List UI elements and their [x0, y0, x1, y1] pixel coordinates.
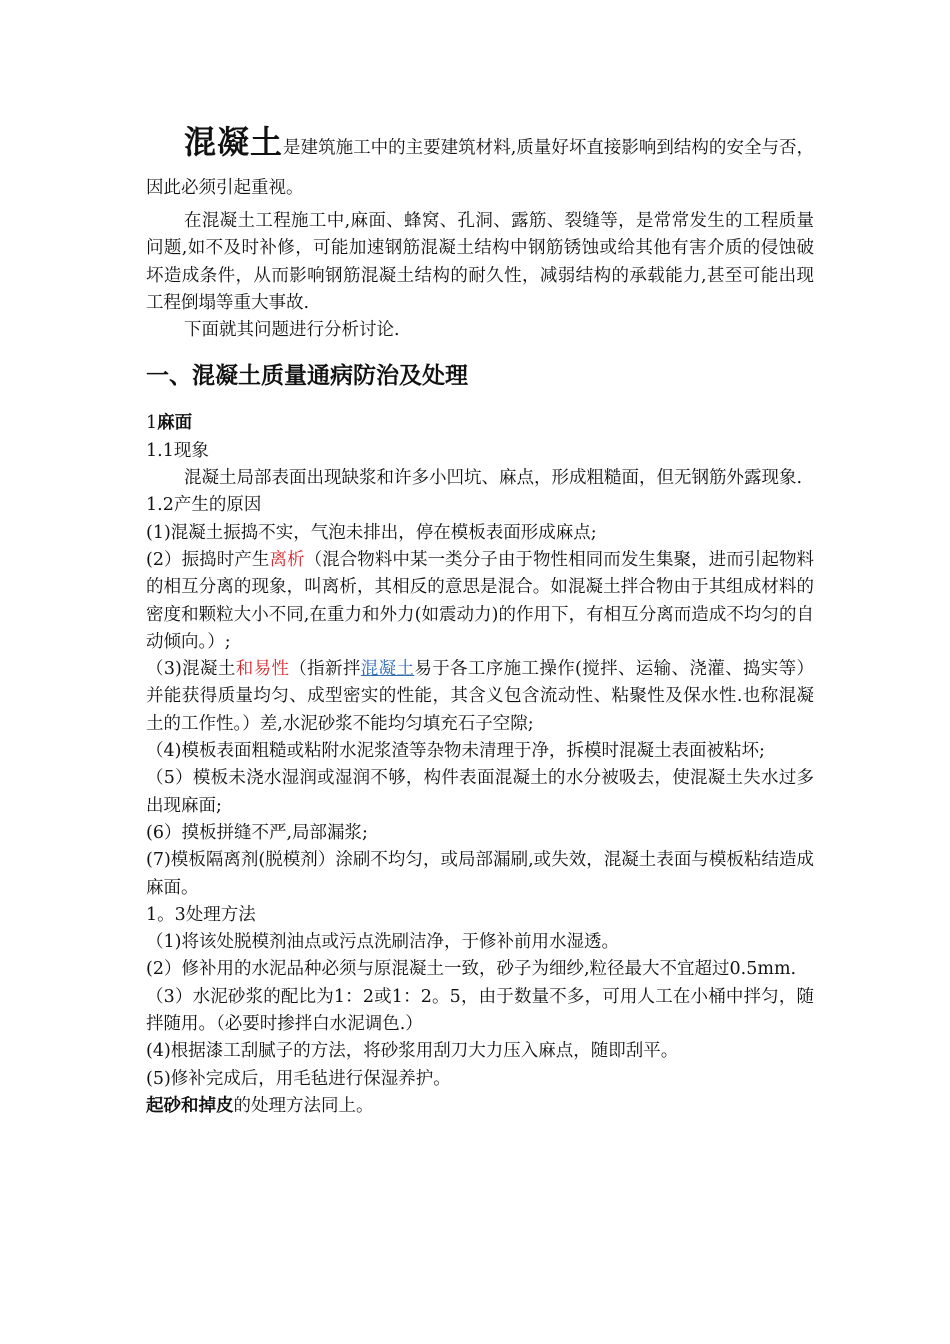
cause-6: (6）摸板拼缝不严,局部漏浆; — [146, 822, 368, 843]
cause-7: (7)模板隔离剂(脱模剂）涂刷不均匀，或局部漏刷,或失效，混凝土表面与模板粘结造成麻面。 — [146, 850, 814, 898]
cause-3-post: 易于各工序施工操作(搅拌、运输、浇灌、捣实等）并能获得质量均匀、成型密实的性能，其含义包含流动性、粘聚性及保水性.也称混凝土的工作性。）差,水泥砂浆不能均匀填充石子空隙; — [146, 659, 815, 734]
method-3: （3）水泥砂浆的配比为1：2或1：2。5，由于数量不多，可用人工在小桶中拌匀，随拌随用。（必要时掺拌白水泥调色.） — [146, 986, 814, 1035]
method-4: (4)根据漆工刮腻子的方法，将砂浆用刮刀大力压入麻点，随即刮平。 — [146, 1041, 679, 1062]
heading-1-1: 1.1现象 — [146, 440, 209, 461]
method-1: （1)将该处脱模剂油点或污点洗刷洁净，于修补前用水湿透。 — [146, 932, 619, 953]
term-segregation: 离析 — [269, 549, 305, 570]
method-5: (5)修补完成后，用毛毡进行保湿养护。 — [146, 1068, 451, 1089]
cause-2-pre: (2）振捣时产生 — [146, 549, 270, 570]
term-workability: 和易性 — [235, 659, 290, 680]
document-page — [146, 122, 814, 1120]
cause-3-mid: （指新拌 — [289, 659, 361, 680]
cause-1: (1)混凝土振捣不实，气泡未排出，停在模板表面形成麻点; — [146, 522, 597, 543]
closing-rest: 的处理方法同上。 — [233, 1095, 374, 1116]
closing-bold: 起砂和掉皮 — [146, 1095, 234, 1116]
subsection-number: 1 — [146, 413, 158, 434]
closing-line — [146, 1093, 814, 1120]
title-term: 混凝土 — [184, 123, 284, 161]
subsection-title: 麻面 — [157, 413, 193, 434]
cause-5: （5）模板未浇水湿润或湿润不够，构件表面混凝土的水分被吸去，使混凝土失水过多出现麻面; — [146, 768, 814, 816]
intro-text: 是建筑施工中的主要建筑材料,质量好坏直接影响到结构的安全与否，因此必须引起重视。 — [146, 138, 814, 198]
concrete-link[interactable]: 混凝土 — [360, 659, 415, 680]
heading-1-2: 1.2产生的原因 — [146, 495, 262, 516]
subsection-heading — [146, 410, 814, 437]
method-2: (2）修补用的水泥品种必须与原混凝土一致，砂子为细纱,粒径最大不宜超过0.5mm. — [146, 959, 797, 980]
section-heading: 一、混凝土质量通病防治及处理 — [146, 363, 468, 390]
intro-paragraph — [146, 122, 814, 208]
cause-4: （4)模板表面粗糙或粘附水泥浆渣等杂物未清理于净，拆模时混凝土表面被粘坏; — [146, 741, 765, 762]
phenomenon-text: 混凝土局部表面出现缺浆和许多小凹坑、麻点，形成粗糙面，但无钢筋外露现象. — [184, 468, 803, 489]
cause-3-pre: （3)混凝土 — [146, 659, 236, 680]
heading-1-3: 1。3处理方法 — [146, 904, 256, 925]
cause-2 — [146, 547, 814, 656]
cause-3 — [146, 656, 814, 738]
intro-paragraph-2: 在混凝土工程施工中,麻面、蜂窝、孔洞、露筋、裂缝等，是常常发生的工程质量问题,如不及时补修，可能加速钢筋混凝土结构中钢筋锈蚀或给其他有害介质的侵蚀破坏造成条件，从而影响钢筋混凝土结构的耐久性，减弱结构的承载能力,甚至可能出现工程倒塌等重大事故. — [146, 211, 814, 313]
intro-paragraph-3: 下面就其问题进行分析讨论. — [184, 320, 400, 341]
cause-2-post: （混合物料中某一类分子由于物性相同而发生集聚，进而引起物料的相互分离的现象，叫离析，其相反的意思是混合。如混凝土拌合物由于其组成材料的密度和颗粒大小不同,在重力和外力(如震动力)的作用下，有相互分离而造成不均匀的自动倾向。）; — [146, 549, 815, 652]
